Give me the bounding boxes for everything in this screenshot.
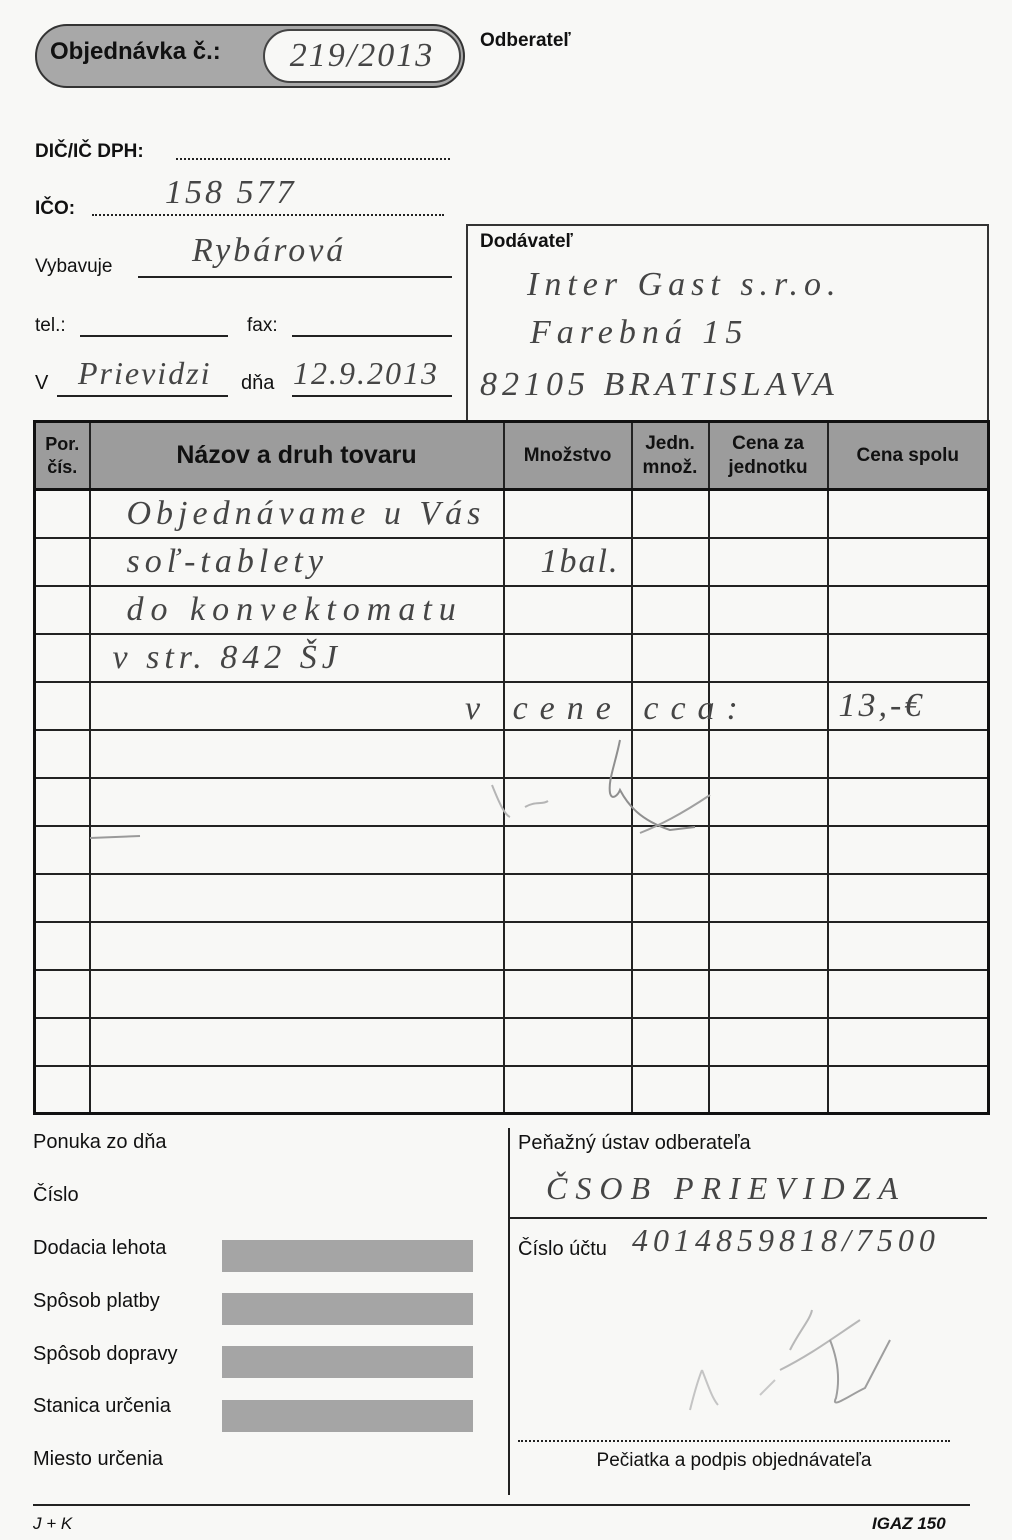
account-number: 4014859818/7500 (632, 1222, 940, 1258)
cell-total (828, 922, 989, 970)
cell-item-name (90, 586, 504, 634)
table-header-row (35, 422, 989, 490)
date-line (292, 395, 452, 397)
cell-number (35, 1066, 90, 1114)
cell-item-name (90, 1018, 504, 1066)
table-row (35, 586, 989, 634)
cell-item-name (90, 922, 504, 970)
footer-publisher: J + K (33, 1514, 73, 1533)
cell-unit (632, 634, 709, 682)
cell-total (828, 1018, 989, 1066)
supplier-street: Farebná 15 (530, 314, 749, 351)
cell-unit-price (709, 538, 828, 586)
item-quantity: 1bal. (540, 542, 620, 580)
cell-unit (632, 970, 709, 1018)
place-line (57, 395, 228, 397)
supplier-name: Inter Gast s.r.o. (527, 266, 842, 303)
cell-unit-price (709, 874, 828, 922)
table-row (35, 922, 989, 970)
col-header-number (35, 422, 90, 490)
order-number: 219/2013 (289, 37, 435, 74)
cell-number (35, 970, 90, 1018)
col-header-unit-line2: množ. (642, 456, 698, 478)
cell-total (828, 1066, 989, 1114)
cell-number (35, 874, 90, 922)
cell-number (35, 634, 90, 682)
cell-number (35, 586, 90, 634)
cell-item-name (90, 970, 504, 1018)
footer-line (33, 1504, 970, 1506)
transport-label: Spôsob dopravy (33, 1343, 178, 1365)
cell-total (828, 682, 989, 730)
col-header-number-line1: Por. (45, 434, 80, 454)
cell-quantity (504, 490, 632, 538)
destination-station-label: Stanica určenia (33, 1395, 171, 1417)
cell-number (35, 1018, 90, 1066)
cell-quantity (504, 922, 632, 970)
cell-number (35, 538, 90, 586)
col-header-unit-line1: Jedn. (645, 432, 695, 454)
handled-by-label: Vybavuje (35, 256, 113, 277)
col-header-unit (632, 422, 709, 490)
cell-number (35, 682, 90, 730)
item-name: do konvektomatu (126, 590, 463, 628)
cell-total (828, 490, 989, 538)
cell-number (35, 922, 90, 970)
customer-heading: Odberateľ (480, 30, 571, 51)
number-label: Číslo (33, 1184, 79, 1206)
cell-unit (632, 538, 709, 586)
section-divider (508, 1128, 510, 1495)
account-label: Číslo účtu (518, 1238, 607, 1260)
cell-quantity (504, 970, 632, 1018)
cell-unit-price (709, 1018, 828, 1066)
cell-quantity (504, 586, 632, 634)
table-row (35, 1066, 989, 1114)
cell-total (828, 874, 989, 922)
handled-by-value: Rybárová (192, 232, 347, 269)
ico-label: IČO: (35, 198, 76, 219)
cell-unit-price (709, 490, 828, 538)
cell-total (828, 634, 989, 682)
table-row (35, 874, 989, 922)
ico-value: 158 577 (165, 174, 297, 211)
destination-station-field (222, 1400, 473, 1432)
signature-scribble (660, 1300, 940, 1430)
cell-unit-price (709, 1066, 828, 1114)
cell-unit (632, 1066, 709, 1114)
cell-unit (632, 490, 709, 538)
destination-place-label: Miesto určenia (33, 1448, 164, 1470)
cell-item-name (90, 634, 504, 682)
fax-line (292, 335, 452, 337)
table-row (35, 538, 989, 586)
bank-divider-line (508, 1217, 987, 1219)
vat-label: DIČ/IČ DPH: (35, 141, 144, 162)
date-label: dňa (241, 372, 275, 394)
cell-quantity (504, 1018, 632, 1066)
col-header-quantity: Množstvo (504, 422, 632, 490)
order-title: Objednávka č.: (50, 38, 221, 65)
table-row (35, 490, 989, 538)
item-name: soľ-tablety (126, 542, 328, 580)
col-header-number-line2: čís. (47, 456, 78, 477)
tel-label: tel.: (35, 315, 66, 336)
cell-unit-price (709, 586, 828, 634)
payment-method-field (222, 1293, 473, 1325)
cell-item-name (90, 490, 504, 538)
cell-total (828, 778, 989, 826)
fax-label: fax: (247, 315, 278, 336)
cell-unit-price (709, 922, 828, 970)
vat-dotted-line (176, 158, 450, 160)
cell-unit (632, 586, 709, 634)
cell-total (828, 730, 989, 778)
transport-field (222, 1346, 473, 1378)
cell-unit-price (709, 634, 828, 682)
cell-total (828, 538, 989, 586)
payment-method-label: Spôsob platby (33, 1290, 160, 1312)
item-name: v str. 842 ŠJ (112, 638, 342, 676)
cell-unit (632, 1018, 709, 1066)
cell-unit (632, 874, 709, 922)
place-value: Prievidzi (78, 355, 212, 391)
supplier-heading: Dodávateľ (480, 231, 573, 252)
cell-number (35, 490, 90, 538)
price-total: 13,-€ (838, 686, 925, 724)
offer-date-label: Ponuka zo dňa (33, 1131, 167, 1153)
cell-quantity (504, 874, 632, 922)
cell-item-name (90, 1066, 504, 1114)
col-header-unit-price-line2: jednotku (728, 456, 808, 478)
order-number-box (263, 29, 461, 83)
cell-unit-price (709, 970, 828, 1018)
cell-total (828, 586, 989, 634)
handled-by-line (138, 276, 452, 278)
delivery-time-label: Dodacia lehota (33, 1237, 167, 1259)
table-row (35, 1018, 989, 1066)
bank-name: ČSOB PRIEVIDZA (546, 1170, 906, 1206)
place-label: V (35, 372, 49, 394)
bank-heading: Peňažný ústav odberateľa (518, 1132, 751, 1154)
cell-quantity (504, 538, 632, 586)
signature-dotted-line (518, 1440, 950, 1442)
ico-dotted-line (92, 214, 444, 216)
date-value: 12.9.2013 (293, 355, 439, 391)
cell-quantity (504, 1066, 632, 1114)
cell-unit (632, 922, 709, 970)
supplier-city: 82105 BRATISLAVA (480, 366, 839, 403)
col-header-unit-price-line1: Cena za (732, 432, 804, 454)
col-header-total: Cena spolu (828, 422, 989, 490)
cell-total (828, 970, 989, 1018)
item-name: Objednávame u Vás (126, 494, 486, 532)
table-scribbles (80, 735, 740, 855)
cell-quantity (504, 634, 632, 682)
cell-item-name (90, 874, 504, 922)
cell-total (828, 826, 989, 874)
footer-form-code: IGAZ 150 (872, 1514, 946, 1533)
tel-line (80, 335, 228, 337)
price-note: v cene cca: (465, 690, 750, 727)
delivery-time-field (222, 1240, 473, 1272)
cell-item-name (90, 682, 504, 730)
table-row (35, 970, 989, 1018)
col-header-name: Názov a druh tovaru (90, 422, 504, 490)
cell-item-name (90, 538, 504, 586)
signature-label: Pečiatka a podpis objednávateľa (596, 1450, 872, 1471)
table-row (35, 634, 989, 682)
col-header-unit-price (709, 422, 828, 490)
